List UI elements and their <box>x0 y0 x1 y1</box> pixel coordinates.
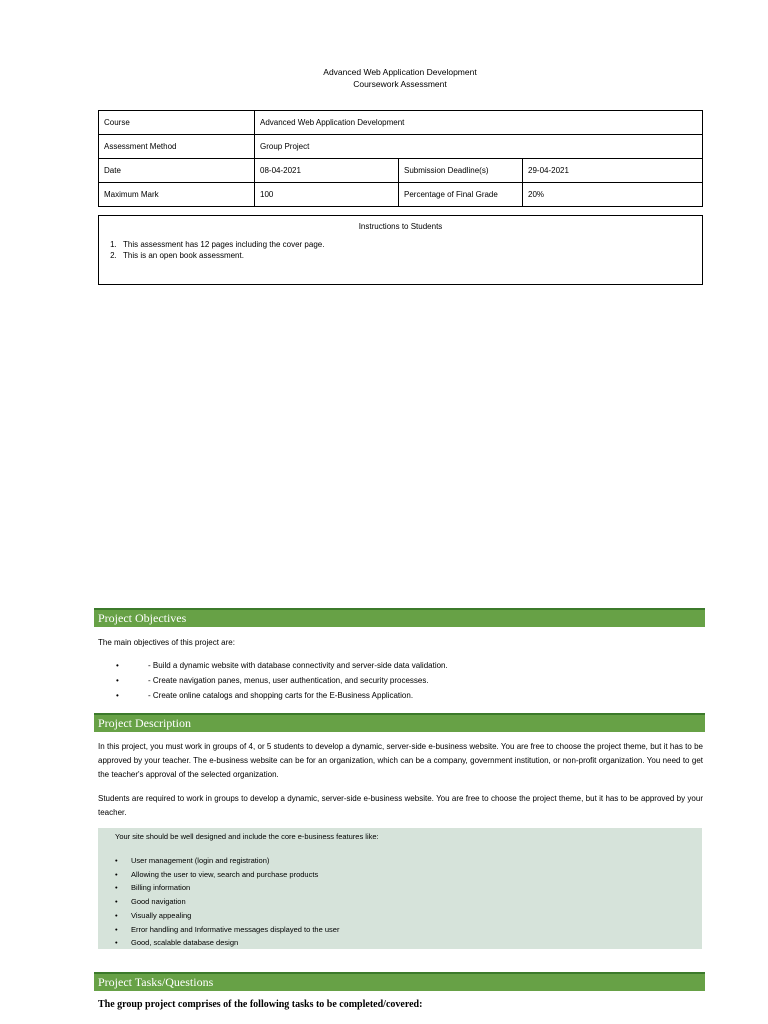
section-heading-tasks: Project Tasks/Questions <box>94 972 705 991</box>
assessment-method-label: Assessment Method <box>99 135 255 159</box>
objectives-intro: The main objectives of this project are: <box>98 638 235 647</box>
table-row <box>99 135 703 159</box>
instructions-heading: Instructions to Students <box>358 222 443 231</box>
course-label: Course <box>99 111 255 135</box>
document-subtitle: Coursework Assessment <box>353 79 447 89</box>
course-value: Advanced Web Application Development <box>255 111 703 135</box>
document-title: Advanced Web Application Development <box>323 67 477 77</box>
section-heading-description: Project Description <box>94 713 705 732</box>
instructions-box <box>98 215 703 285</box>
tasks-intro: The group project comprises of the following tasks to be completed/covered: <box>98 999 423 1010</box>
assessment-info-table <box>98 110 703 207</box>
list-item: • - Create navigation panes, menus, user authentication, and security processes. <box>98 673 698 688</box>
date-value: 08-04-2021 <box>255 159 399 183</box>
deadline-value: 29-04-2021 <box>523 159 703 183</box>
list-item: 1. This assessment has 12 pages including the cover page. <box>119 239 702 250</box>
description-paragraph: Students are required to work in groups to develop a dynamic, server-side e-business website. You are free to choose the project theme, but it has to be approved by your teacher. <box>98 794 703 817</box>
table-row <box>99 159 703 183</box>
list-item: • Billing information <box>115 881 339 895</box>
instructions-list <box>99 239 702 261</box>
maximum-mark-value: 100 <box>255 183 399 207</box>
section-heading-objectives: Project Objectives <box>94 608 705 627</box>
features-list <box>115 854 339 950</box>
list-item: 2. This is an open book assessment. <box>119 250 702 261</box>
list-item: • Visually appealing <box>115 909 339 923</box>
list-item: • Error handling and Informative messages displayed to the user <box>115 923 339 937</box>
list-item: • Allowing the user to view, search and purchase products <box>115 868 339 882</box>
list-item: • - Create online catalogs and shopping carts for the E-Business Application. <box>98 688 698 703</box>
assessment-method-value: Group Project <box>255 135 703 159</box>
features-box <box>98 828 702 949</box>
percentage-value: 20% <box>523 183 703 207</box>
list-item: • - Build a dynamic website with database connectivity and server-side data validation. <box>98 658 698 673</box>
percentage-label: Percentage of Final Grade <box>399 183 523 207</box>
objectives-list <box>98 658 698 703</box>
features-heading: Your site should be well designed and include the core e-business features like: <box>115 832 379 841</box>
maximum-mark-label: Maximum Mark <box>99 183 255 207</box>
table-row <box>99 111 703 135</box>
table-row <box>99 183 703 207</box>
list-item: • Good, scalable database design <box>115 936 339 950</box>
date-label: Date <box>99 159 255 183</box>
list-item: • Good navigation <box>115 895 339 909</box>
description-paragraph: In this project, you must work in groups of 4, or 5 students to develop a dynamic, server-side e-business website. You are free to choose the project theme, but it has to be approved by your teacher. The e-business website can be for an organization, which can be a company, government institution, or non-profit organization. You need to get the teacher's approval of the selected organization. <box>98 742 703 779</box>
list-item: • User management (login and registration) <box>115 854 339 868</box>
deadline-label: Submission Deadline(s) <box>399 159 523 183</box>
